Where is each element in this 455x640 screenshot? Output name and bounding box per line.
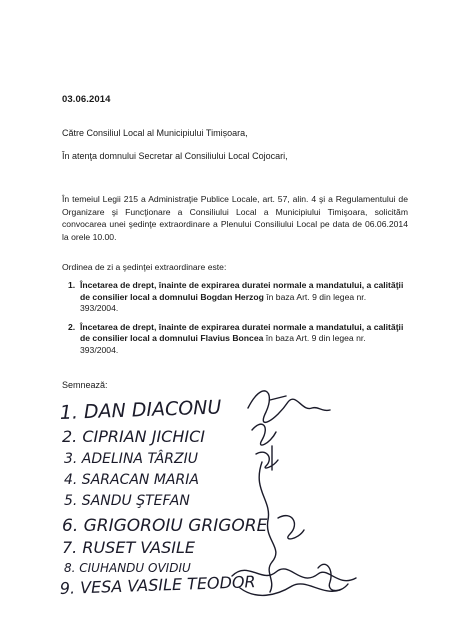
signature-scribble-1 (248, 391, 330, 422)
signatory-name-8: 8. CIUHANDU OVIDIU (64, 561, 191, 575)
agenda-item-rest-text: în baza Art. 9 din legea nr. 393/2004. (80, 333, 366, 355)
signatory-name-9: 9. VESA VASILE TEODOR (59, 572, 256, 598)
signatory-name-6: 6. GRIGOROIU GRIGORE (62, 516, 268, 536)
agenda-item-rest-text: în baza Art. 9 din legea nr. 393/2004. (80, 291, 367, 314)
signatory-name-7: 7. RUSET VASILE (62, 538, 196, 557)
signature-scribble-5 (278, 516, 304, 539)
agenda-item-bold-text: Încetarea de drept, înainte de expirarea duratei normale a mandatului, a calităţii de consilier local a domnului Flavius Boncea (80, 321, 404, 344)
signatory-name-5: 5. SANDU ŞTEFAN (64, 493, 190, 509)
signature-scribble-8 (318, 564, 348, 590)
signatory-name-2: 2. CIPRIAN JICHICI (62, 427, 205, 446)
signature-scribble-3 (256, 446, 278, 470)
signatory-name-1: 1. DAN DIACONU (59, 396, 222, 424)
signatory-name-3: 3. ADELINA TÂRZIU (64, 451, 198, 467)
signatures-label: Semnează: (62, 380, 108, 390)
recipient-line-2: În atenţa domnului Secretar al Consiliului Local Cojocari, (62, 151, 288, 161)
agenda-item-bold-text: Încetarea de drept, înainte de expirarea duratei normale a mandatului, a calităţii de consilier local a domnului Bogdan Herzog (80, 280, 404, 302)
agenda-intro: Ordinea de zi a şedinţei extraordinare este: (62, 262, 227, 272)
request-paragraph: În temeiul Legii 215 a Administraţie Publice Locale, art. 57, alin. 4 şi a Regulamentului de Organizare şi Funcţionare a Consiliului Local a Municipiului Timişoara, solicităm convocarea unei şedinţe extraordinare a Plenului Consiliului Local pe data de 06.06.2014 la orele 10.00. (62, 194, 408, 242)
agenda-item-number: 1. (68, 280, 76, 290)
signature-scribble-2 (252, 424, 276, 445)
recipient-line-1: Către Consiliul Local al Municipiului Timișoara, (62, 128, 248, 138)
document-date: 03.06.2014 (62, 94, 111, 105)
agenda-item-number: 2. (68, 321, 76, 332)
signatory-name-4: 4. SARACAN MARIA (64, 472, 199, 488)
